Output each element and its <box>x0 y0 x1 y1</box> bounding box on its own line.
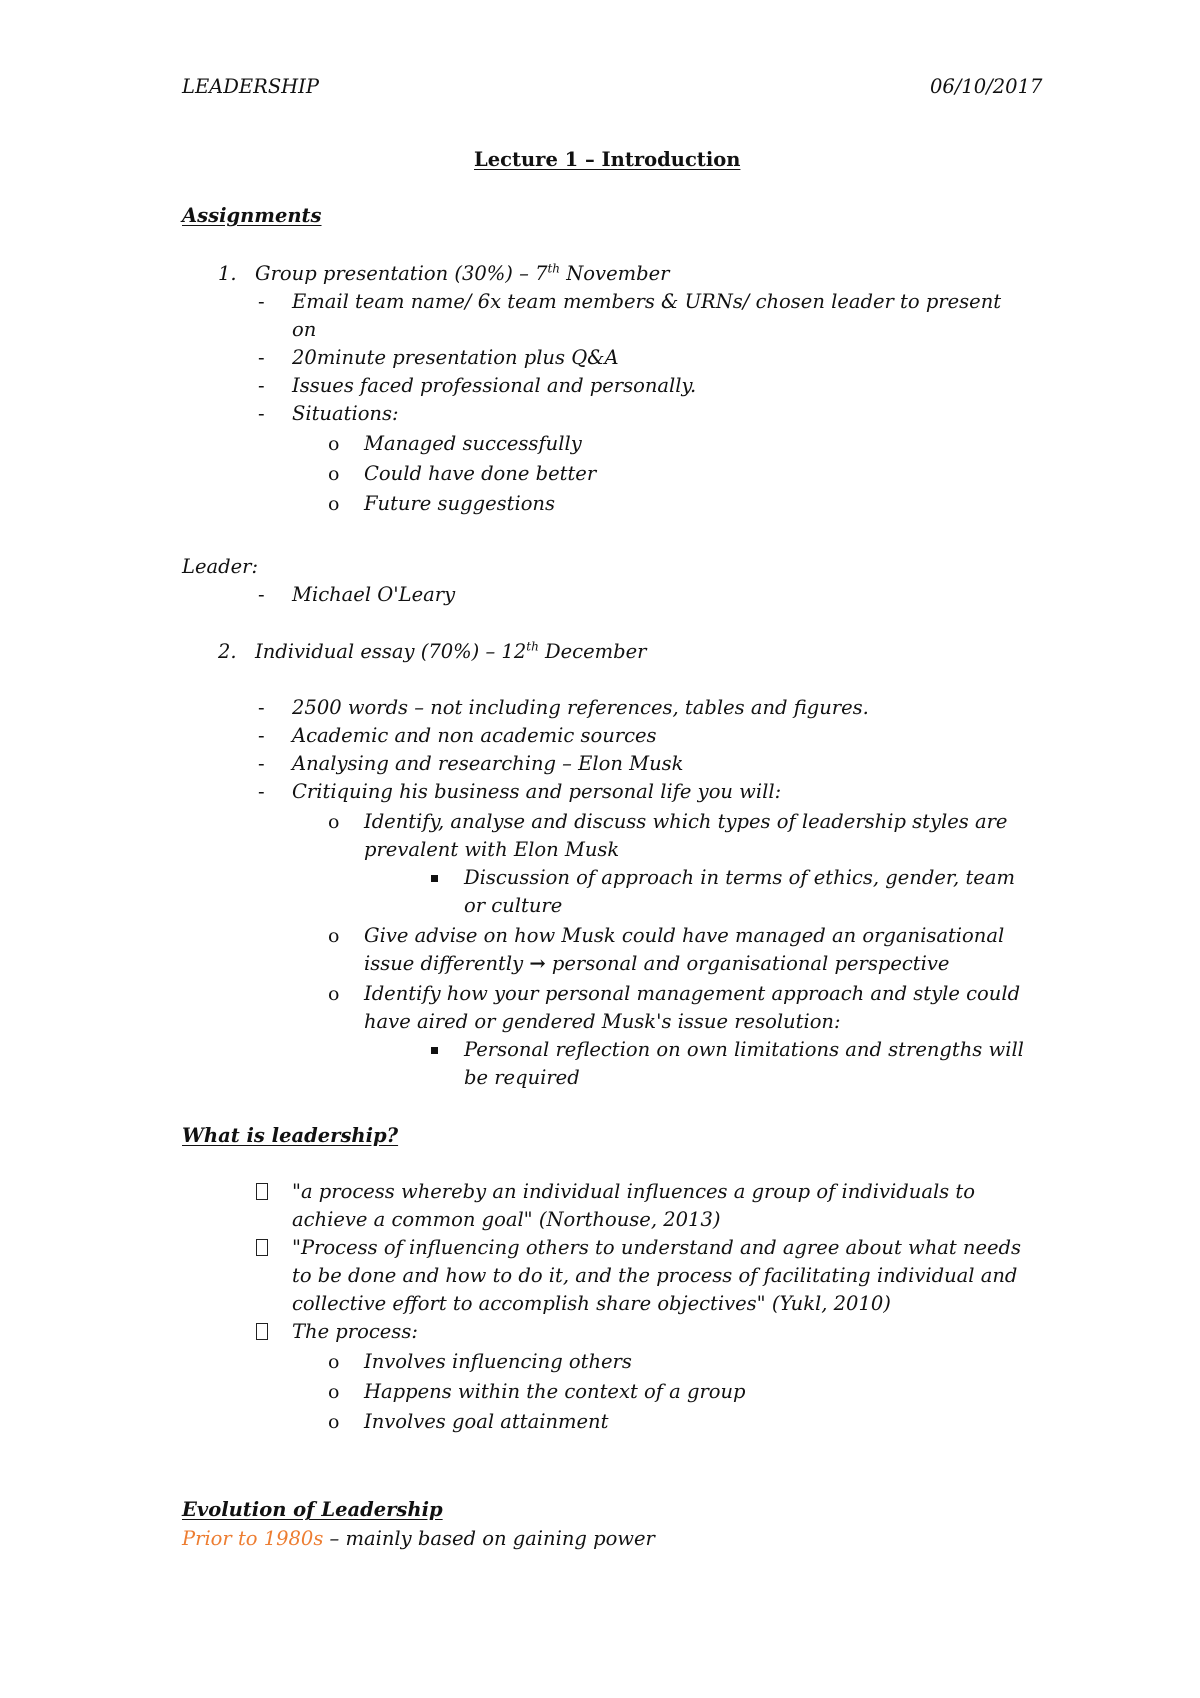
arrow-right-icon: → <box>529 952 546 975</box>
dash-bullet: - <box>258 290 265 313</box>
dash-bullet: - <box>258 724 265 747</box>
evolution-line: Prior to 1980s – mainly based on gaining power <box>182 1527 655 1550</box>
square-bullet-icon <box>431 875 438 882</box>
assignments-heading: Assignments <box>182 204 322 227</box>
dash-bullet: - <box>258 374 265 397</box>
leader-label: Leader: <box>182 555 259 578</box>
list-item: issue differently → personal and organisational perspective <box>364 952 950 975</box>
list-item: Managed successfully <box>364 432 582 455</box>
list-item: Involves influencing others <box>364 1350 632 1373</box>
circle-bullet-icon: o <box>328 1381 340 1403</box>
item-1-number: 1. <box>218 262 237 285</box>
header-date: 06/10/2017 <box>930 75 1043 98</box>
list-item: have aired or gendered Musk's issue resolution: <box>364 1010 841 1033</box>
dash-bullet: - <box>258 752 265 775</box>
item-2-number: 2. <box>218 640 237 663</box>
quote-line: collective effort to accomplish share objectives" (Yukl, 2010) <box>292 1292 891 1315</box>
list-item: Email team name/ 6x team members & URNs/ chosen leader to present <box>292 290 1002 313</box>
list-item: 2500 words – not including references, tables and figures. <box>292 696 869 719</box>
list-item: on <box>292 318 317 341</box>
circle-bullet-icon: o <box>328 493 340 515</box>
list-item: 20minute presentation plus Q&A <box>292 346 619 369</box>
list-item: Future suggestions <box>364 492 556 515</box>
list-item: be required <box>464 1066 580 1089</box>
item-1-label: Group presentation (30%) – 7th November <box>255 261 670 285</box>
process-label: The process: <box>292 1320 418 1343</box>
header-left: LEADERSHIP <box>182 75 320 98</box>
list-item: Discussion of approach in terms of ethics, gender, team <box>464 866 1015 889</box>
leader-name: Michael O'Leary <box>292 583 456 606</box>
what-is-leadership-heading: What is leadership? <box>182 1124 399 1147</box>
list-item: prevalent with Elon Musk <box>364 838 620 861</box>
list-item: Give advise on how Musk could have managed an organisational <box>364 924 1005 947</box>
circle-bullet-icon: o <box>328 433 340 455</box>
square-bullet-icon <box>431 1047 438 1054</box>
list-item: Identify, analyse and discuss which types of leadership styles are <box>364 810 1008 833</box>
box-bullet-icon <box>256 1183 268 1200</box>
quote-line: to be done and how to do it, and the process of facilitating individual and <box>292 1264 1018 1287</box>
list-item: Could have done better <box>364 462 597 485</box>
circle-bullet-icon: o <box>328 1411 340 1433</box>
list-item: Issues faced professional and personally. <box>292 374 697 397</box>
evolution-heading: Evolution of Leadership <box>182 1498 443 1521</box>
list-item: Critiquing his business and personal life you will: <box>292 780 782 803</box>
quote-line: achieve a common goal" (Northouse, 2013) <box>292 1208 721 1231</box>
list-item: Academic and non academic sources <box>292 724 657 747</box>
page-title: Lecture 1 – Introduction <box>474 148 741 171</box>
circle-bullet-icon: o <box>328 811 340 833</box>
quote-line: "a process whereby an individual influences a group of individuals to <box>292 1180 975 1203</box>
quote-line: "Process of influencing others to understand and agree about what needs <box>292 1236 1022 1259</box>
circle-bullet-icon: o <box>328 925 340 947</box>
list-item: Happens within the context of a group <box>364 1380 746 1403</box>
circle-bullet-icon: o <box>328 463 340 485</box>
dash-bullet: - <box>258 696 265 719</box>
item-2-label: Individual essay (70%) – 12th December <box>255 639 647 663</box>
list-item: Personal reflection on own limitations and strengths will <box>464 1038 1024 1061</box>
period-highlight: Prior to 1980s <box>182 1527 324 1550</box>
circle-bullet-icon: o <box>328 1351 340 1373</box>
dash-bullet: - <box>258 346 265 369</box>
dash-bullet: - <box>258 402 265 425</box>
box-bullet-icon <box>256 1239 268 1256</box>
list-item: or culture <box>464 894 563 917</box>
list-item: Situations: <box>292 402 399 425</box>
dash-bullet: - <box>258 780 265 803</box>
list-item: Analysing and researching – Elon Musk <box>292 752 684 775</box>
box-bullet-icon <box>256 1323 268 1340</box>
list-item: Involves goal attainment <box>364 1410 609 1433</box>
dash-bullet: - <box>258 583 265 606</box>
circle-bullet-icon: o <box>328 983 340 1005</box>
list-item: Identify how your personal management approach and style could <box>364 982 1021 1005</box>
